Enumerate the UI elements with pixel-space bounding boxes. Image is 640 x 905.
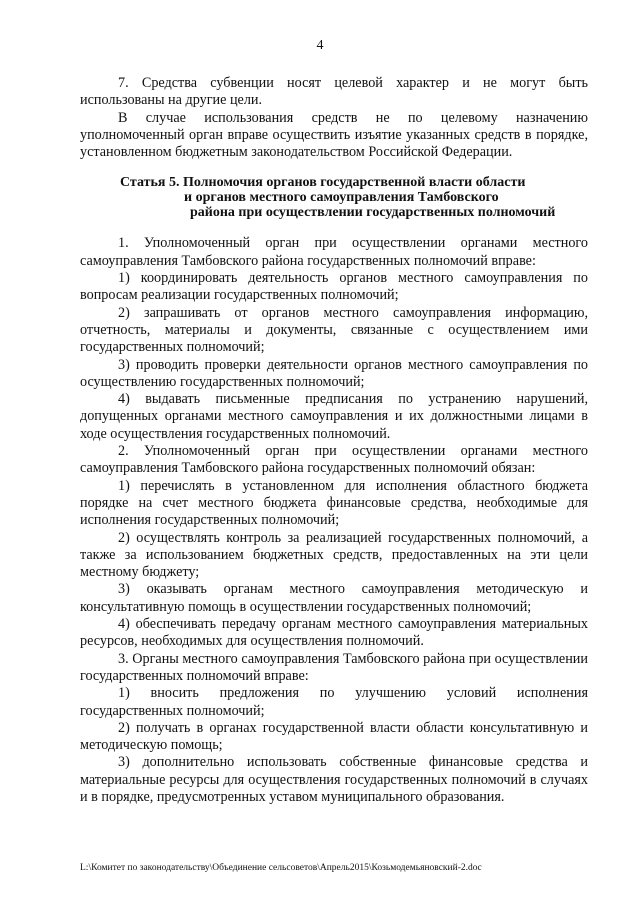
document-body [80, 75, 588, 806]
article-heading-line-2: и органов местного самоуправления Тамбовского [184, 190, 499, 206]
clause-1-item-1: 1) координировать деятельность органов местного самоуправления по вопросам реализации государственных полномочий; [80, 270, 588, 304]
clause-1-item-2: 2) запрашивать от органов местного самоуправления информацию, отчетность, материалы и документы, связанные с осуществлением ими государственных полномочий; [80, 304, 588, 356]
file-path-footer: L:\Комитет по законодательству\Объединение сельсоветов\Апрель2015\Козьмодемьяновский-2.doc [80, 863, 482, 873]
clause-3-item-1: 1) вносить предложения по улучшению условий исполнения государственных полномочий; [80, 685, 588, 719]
article-heading-line-3: района при осуществлении государственных полномочий [190, 205, 556, 221]
clause-2-item-2: 2) осуществлять контроль за реализацией государственных полномочий, а также за использованием бюджетных средств, предоставленных на эти цели местному бюджету; [80, 529, 588, 581]
clause-1-item-3: 3) проводить проверки деятельности органов местного самоуправления по осуществлению государственных полномочий; [80, 356, 588, 390]
clause-2-intro: 2. Уполномоченный орган при осуществлении органами местного самоуправления Тамбовского района государственных полномочий обязан: [80, 443, 588, 477]
clause-1-item-4: 4) выдавать письменные предписания по устранению нарушений, допущенных органами местного самоуправления и их должностными лицами в ходе осуществления государственных полномочий. [80, 391, 588, 442]
clause-3-item-3: 3) дополнительно использовать собственные финансовые средства и материальные ресурсы для осуществления государственных полномочий в случаях и в порядке, предусмотренных уставом муниципального образования. [80, 754, 588, 805]
paragraph-7-subvention: 7. Средства субвенции носят целевой характер и не могут быть использованы на другие цели. [80, 75, 588, 109]
clause-2-item-1: 1) перечислять в установленном для исполнения областного бюджета порядке на счет местного бюджета финансовые средства, необходимые для исполнения государственных полномочий; [80, 477, 588, 529]
clause-3-item-2: 2) получать в органах государственной власти области консультативную и методическую помощь; [80, 719, 588, 754]
clause-2-item-3: 3) оказывать органам местного самоуправления методическую и консультативную помощь в осуществлении государственных полномочий; [80, 581, 588, 615]
article-heading-line-1: Статья 5. Полномочия органов государственной власти области [120, 175, 526, 191]
clause-1-intro: 1. Уполномоченный орган при осуществлении органами местного самоуправления Тамбовского района государственных полномочий вправе: [80, 235, 588, 269]
paragraph-misuse-withdrawal: В случае использования средств не по целевому назначению уполномоченный орган вправе осуществить изъятие указанных средств в порядке, установленном бюджетным законодательством Российской Федерации. [80, 109, 588, 161]
clause-2-item-4: 4) обеспечивать передачу органам местного самоуправления материальных ресурсов, необходимых для осуществления полномочий. [80, 616, 588, 650]
page-number: 4 [316, 38, 324, 53]
clause-3-intro: 3. Органы местного самоуправления Тамбовского района при осуществлении государственных полномочий вправе: [80, 650, 588, 684]
article-heading [80, 175, 588, 220]
